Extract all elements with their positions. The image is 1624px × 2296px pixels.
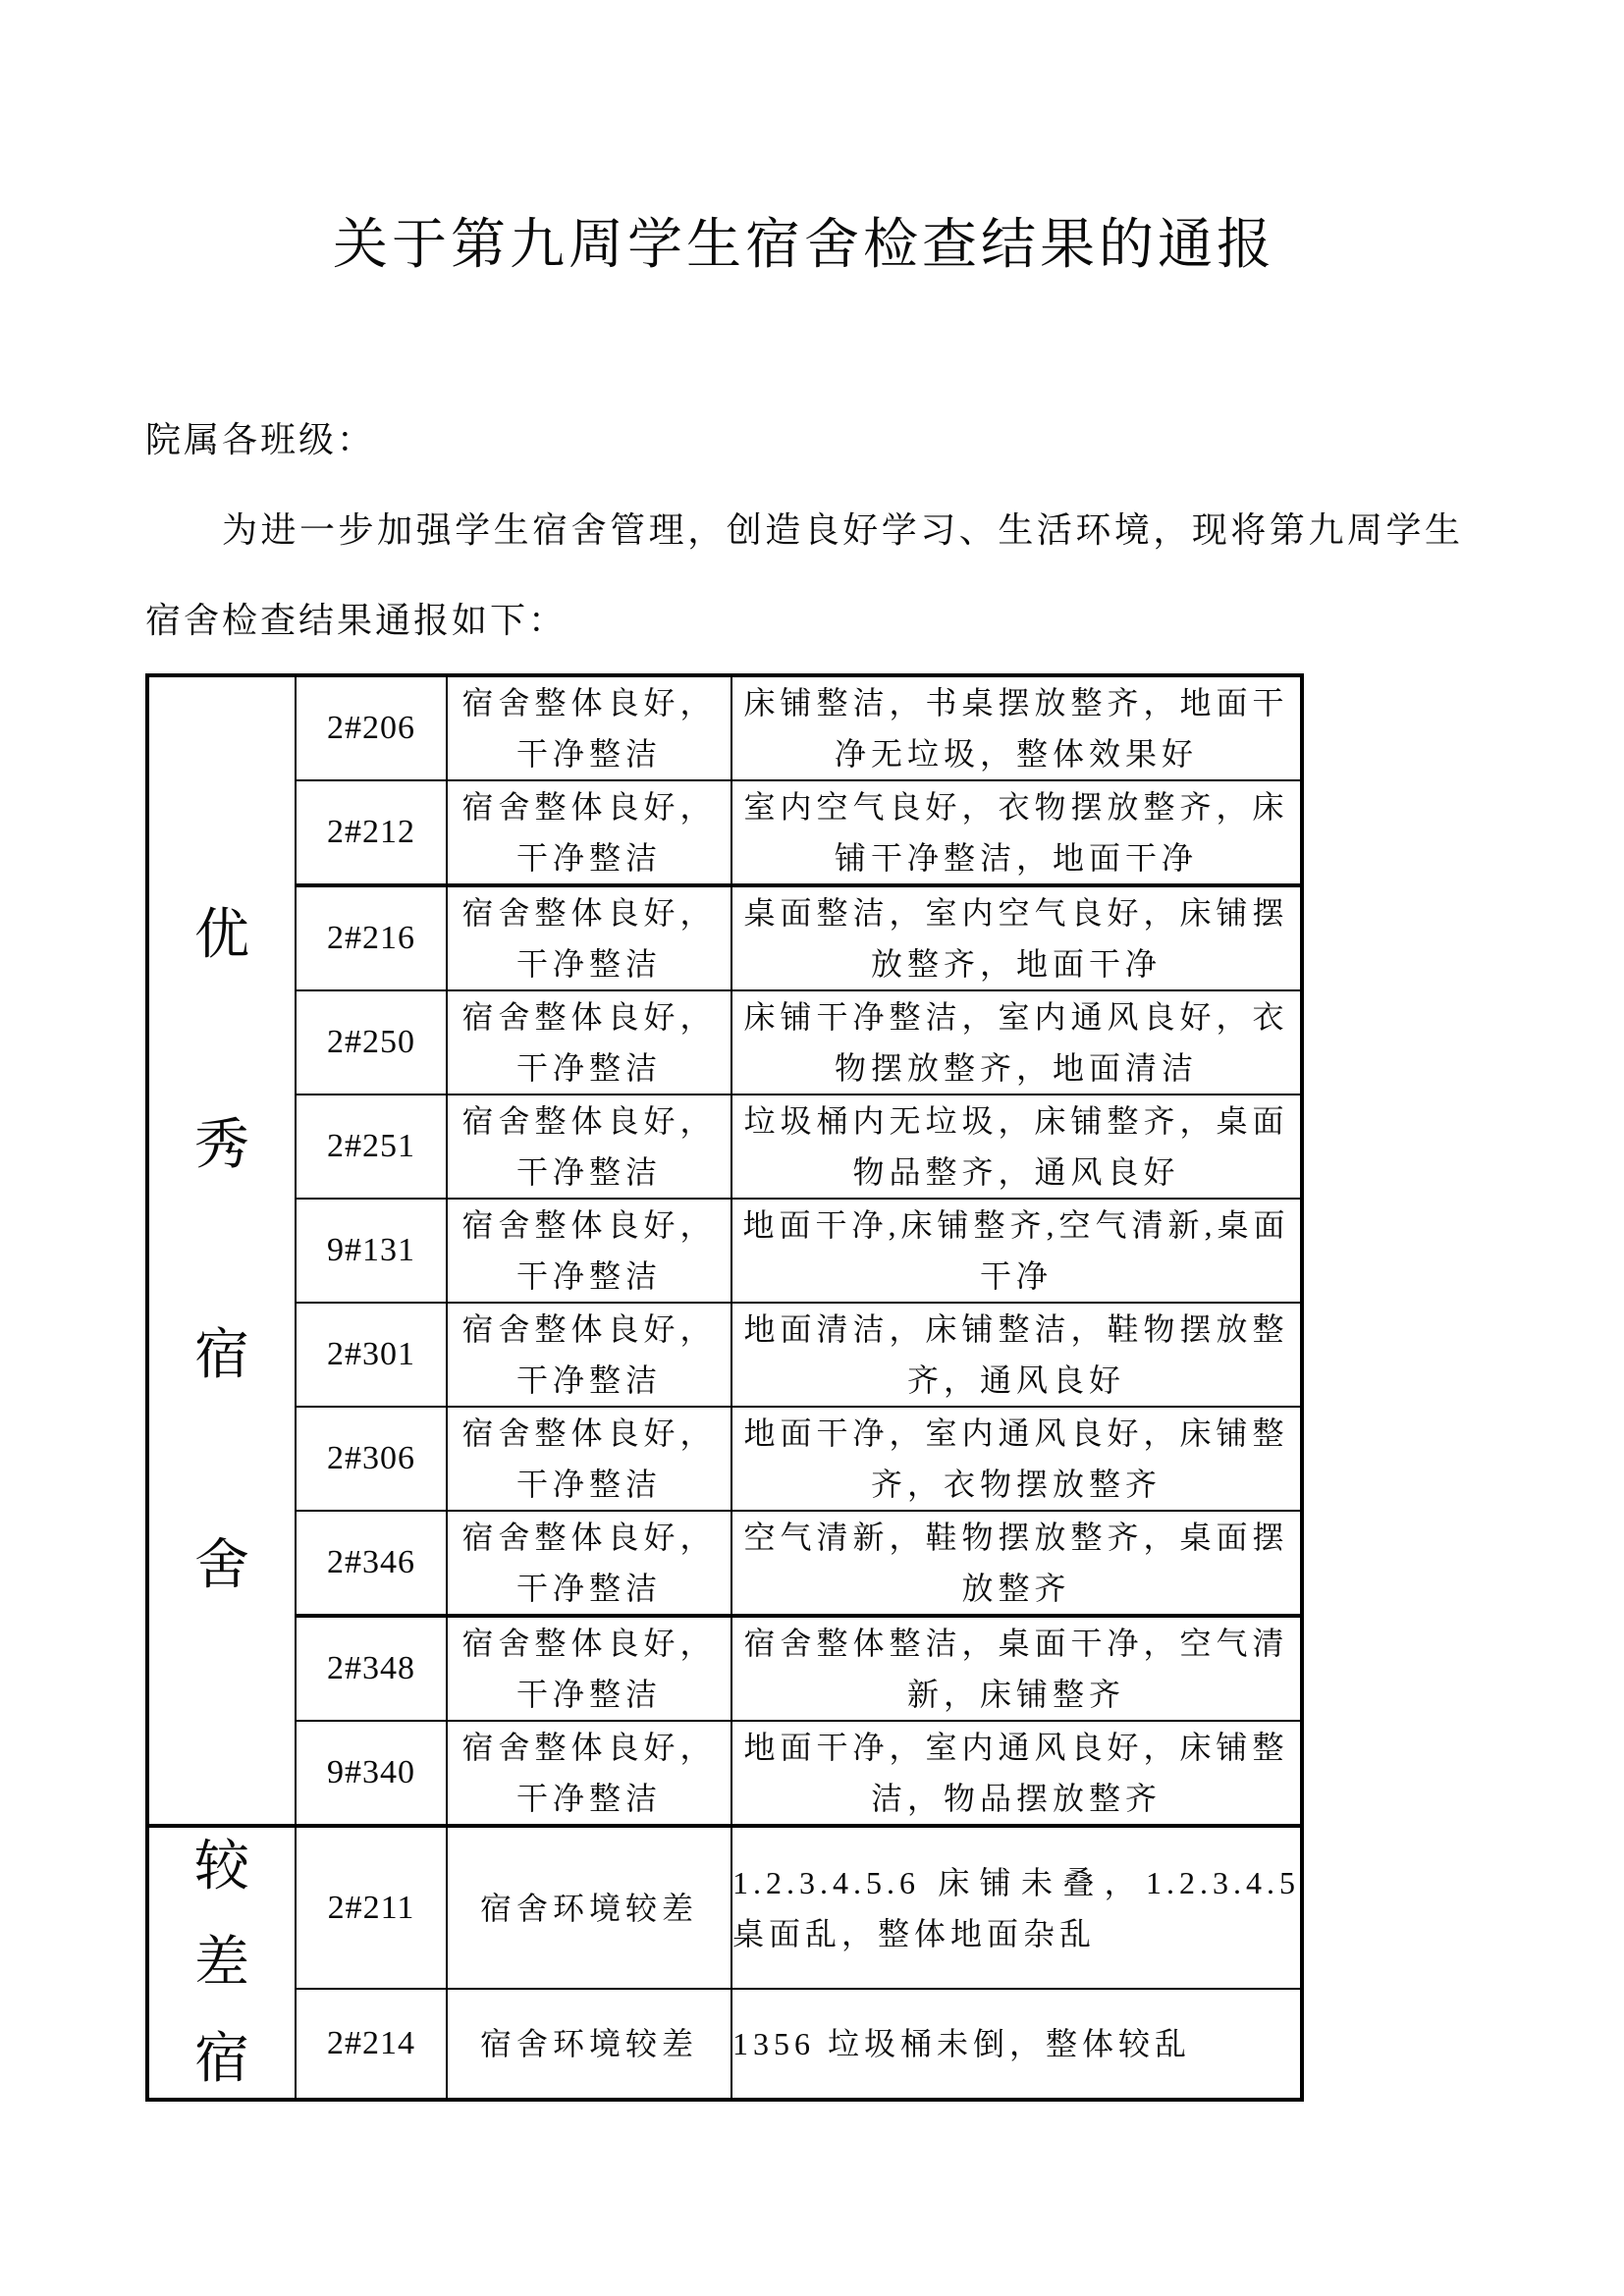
table-row [147, 990, 1302, 1095]
section-label-excellent-stack [149, 907, 295, 1594]
comment-cell: 宿舍整体良好，干净整洁 [447, 675, 731, 780]
comment-cell: 宿舍整体良好，干净整洁 [447, 780, 731, 885]
section-label-poor [147, 1826, 296, 2100]
room-cell: 2#251 [296, 1095, 447, 1199]
comment-cell: 宿舍整体良好，干净整洁 [447, 1303, 731, 1407]
room-cell: 9#131 [296, 1199, 447, 1303]
page-title: 关于第九周学生宿舍检查结果的通报 [333, 215, 1275, 276]
table-row [147, 1199, 1302, 1303]
table-row [147, 780, 1302, 885]
detail-cell: 床铺整洁，书桌摆放整齐，地面干净无垃圾，整体效果好 [731, 675, 1302, 780]
detail-cell: 地面清洁，床铺整洁，鞋物摆放整齐，通风良好 [731, 1303, 1302, 1407]
salutation: 院属各班级： [145, 420, 376, 459]
room-cell: 2#348 [296, 1616, 447, 1721]
section-char: 较 [194, 1836, 249, 1897]
detail-cell: 地面干净,床铺整齐,空气清新,桌面干净 [731, 1199, 1302, 1303]
section-char: 宿 [194, 2028, 249, 2090]
detail-cell: 1356 垃圾桶未倒，整体较乱 [731, 1989, 1302, 2100]
room-cell: 9#340 [296, 1721, 447, 1826]
comment-cell: 宿舍整体良好，干净整洁 [447, 990, 731, 1095]
detail-cell: 地面干净，室内通风良好，床铺整洁，物品摆放整齐 [731, 1721, 1302, 1826]
room-cell: 2#216 [296, 885, 447, 990]
comment-cell: 宿舍整体良好，干净整洁 [447, 1721, 731, 1826]
table-row [147, 1407, 1302, 1511]
room-cell: 2#212 [296, 780, 447, 885]
comment-cell: 宿舍整体良好，干净整洁 [447, 1407, 731, 1511]
section-char: 宿 [194, 1325, 249, 1386]
table-row [147, 1616, 1302, 1721]
section-char: 优 [194, 905, 249, 966]
room-cell: 2#206 [296, 675, 447, 780]
table-row [147, 1511, 1302, 1616]
letter-body [145, 395, 1463, 666]
room-cell: 2#250 [296, 990, 447, 1095]
room-cell: 2#301 [296, 1303, 447, 1407]
table-row [147, 675, 1302, 780]
section-label-excellent [147, 675, 296, 1826]
detail-cell: 宿舍整体整洁，桌面干净，空气清新，床铺整齐 [731, 1616, 1302, 1721]
section-char: 差 [194, 1932, 249, 1994]
comment-cell: 宿舍整体良好，干净整洁 [447, 1095, 731, 1199]
table-row [147, 1303, 1302, 1407]
table-row [147, 1095, 1302, 1199]
table-row [147, 1826, 1302, 1989]
comment-cell: 宿舍整体良好，干净整洁 [447, 1199, 731, 1303]
inspection-table [145, 673, 1304, 2102]
room-cell: 2#214 [296, 1989, 447, 2100]
table-row [147, 885, 1302, 990]
detail-cell: 空气清新，鞋物摆放整齐，桌面摆放整齐 [731, 1511, 1302, 1616]
table-row [147, 1989, 1302, 2100]
detail-cell: 床铺干净整洁，室内通风良好，衣物摆放整齐，地面清洁 [731, 990, 1302, 1095]
detail-cell: 1.2.3.4.5.6 床铺未叠，1.2.3.4.5 桌面乱，整体地面杂乱 [731, 1826, 1302, 1989]
section-char: 秀 [194, 1115, 249, 1176]
room-cell: 2#211 [296, 1826, 447, 1989]
comment-cell: 宿舍整体良好，干净整洁 [447, 885, 731, 990]
section-label-poor-stack [149, 1836, 295, 2090]
comment-cell: 宿舍整体良好，干净整洁 [447, 1616, 731, 1721]
comment-cell: 宿舍环境较差 [447, 1989, 731, 2100]
intro-paragraph: 为进一步加强学生宿舍管理，创造良好学习、生活环境，现将第九周学生宿舍检查结果通报如下： [145, 510, 1463, 640]
table-row [147, 1721, 1302, 1826]
detail-cell: 垃圾桶内无垃圾，床铺整齐，桌面物品整齐，通风良好 [731, 1095, 1302, 1199]
detail-cell: 桌面整洁，室内空气良好，床铺摆放整齐，地面干净 [731, 885, 1302, 990]
section-char: 舍 [194, 1535, 249, 1596]
room-cell: 2#306 [296, 1407, 447, 1511]
comment-cell: 宿舍环境较差 [447, 1826, 731, 1989]
detail-cell: 室内空气良好，衣物摆放整齐，床铺干净整洁，地面干净 [731, 780, 1302, 885]
comment-cell: 宿舍整体良好，干净整洁 [447, 1511, 731, 1616]
detail-cell: 地面干净，室内通风良好，床铺整齐，衣物摆放整齐 [731, 1407, 1302, 1511]
room-cell: 2#346 [296, 1511, 447, 1616]
